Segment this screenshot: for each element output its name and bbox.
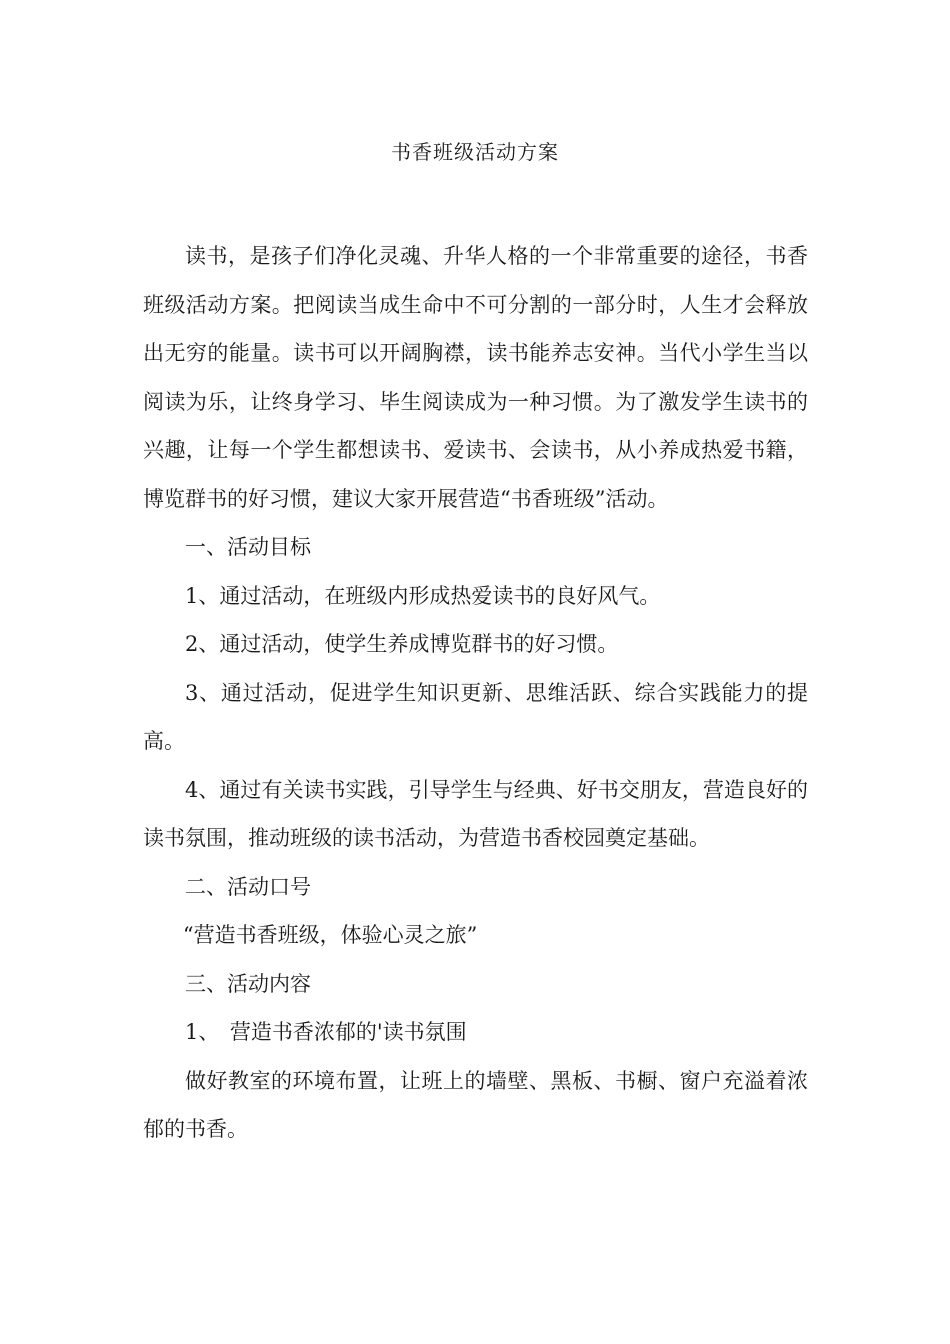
section-heading-content: 三、活动内容 xyxy=(185,971,311,996)
document-title: 书香班级活动方案 xyxy=(391,140,559,164)
goal-item-3: 3、通过活动，促进学生知识更新、思维活跃、综合实践能力的提高。 xyxy=(143,680,808,753)
content-paragraph-1: 做好教室的环境布置，让班上的墙壁、黑板、书橱、窗户充溢着浓郁的书香。 xyxy=(143,1068,808,1141)
activity-slogan: “营造书香班级，体验心灵之旅” xyxy=(182,923,478,947)
intro-paragraph: 读书，是孩子们净化灵魂、升华人格的一个非常重要的途径，书香班级活动方案。把阅读当成生命中不可分割的一部分时，人生才会释放出无穷的能量。读书可以开阔胸襟，读书能养志安神。当代小学生当以阅读为乐，让终身学习、毕生阅读成为一种习惯。为了激发学生读书的兴趣，让每一个学生都想读书、爱读书、会读书，从小养成热爱书籍，博览群书的好习惯，建议大家开展营造“书香班级”活动。 xyxy=(143,244,808,511)
goal-item-4: 4、通过有关读书实践，引导学生与经典、好书交朋友，营造良好的读书氛围，推动班级的读书活动，为营造书香校园奠定基础。 xyxy=(143,777,808,850)
section-heading-goals: 一、活动目标 xyxy=(185,535,311,559)
document-body xyxy=(143,232,808,1154)
goal-item-1: 1、通过活动，在班级内形成热爱读书的良好风气。 xyxy=(185,583,661,608)
goal-item-2: 2、通过活动，使学生养成博览群书的好习惯。 xyxy=(185,632,619,656)
section-heading-slogan: 二、活动口号 xyxy=(185,874,311,899)
content-subheading-1: 1、 营造书香浓郁的'读书氛围 xyxy=(185,1020,467,1044)
